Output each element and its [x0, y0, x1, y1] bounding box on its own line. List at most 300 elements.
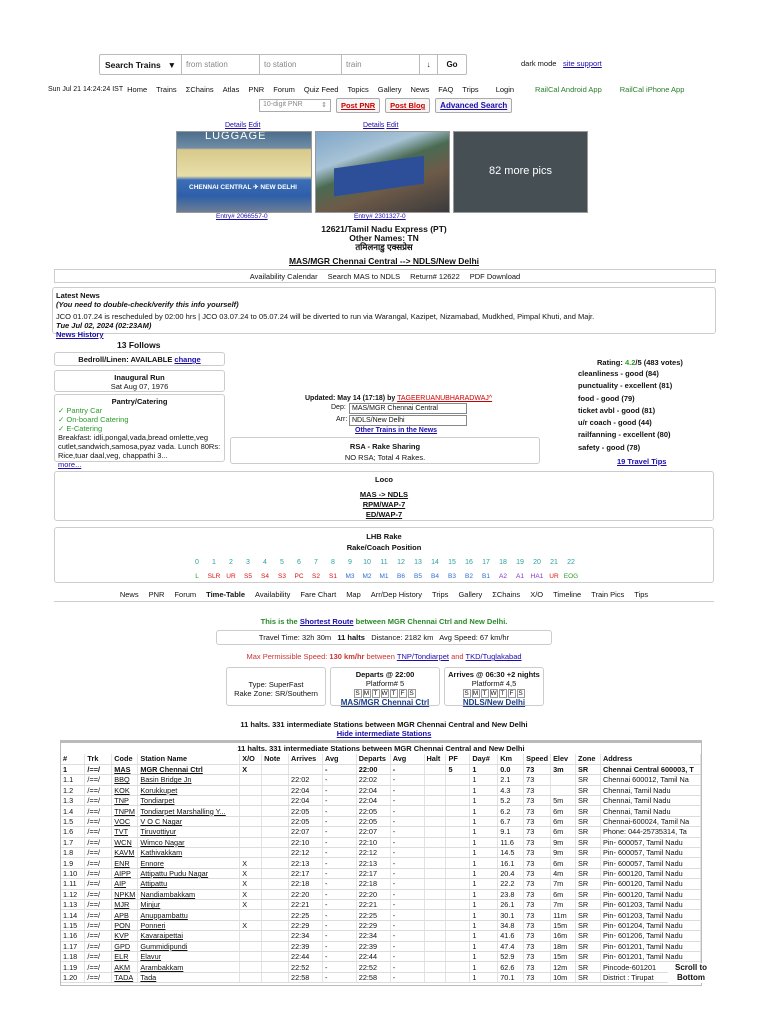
halts-heading: 11 halts. 331 intermediate Stations between MGR Chennai Central and New Delhi [240, 720, 528, 729]
station-code-link[interactable]: TNPM [112, 806, 138, 816]
table-cell: 22:10 [356, 837, 390, 847]
station-code-link[interactable]: APB [112, 910, 138, 920]
station-code-link[interactable]: ENR [112, 858, 138, 868]
photo1-links [225, 122, 260, 129]
table-cell: Pin- 601201, Tamil Nadu [600, 951, 700, 961]
table-cell: 22:25 [356, 910, 390, 920]
rake-coach-code[interactable]: B4 [431, 573, 439, 580]
station-code-link[interactable]: MAS [112, 764, 138, 774]
station-name-link[interactable]: MGR Chennai Ctrl [138, 764, 240, 774]
station-name-link[interactable]: Gummidipundi [138, 941, 240, 951]
station-code-link[interactable]: AKM [112, 962, 138, 972]
column-header: Elev [551, 754, 576, 764]
bottom-tab[interactable]: Arr/Dep History [370, 590, 423, 599]
table-cell: 1.3 [61, 796, 85, 806]
bottom-tabs [54, 590, 714, 599]
arrives-platform: Platform# 4,5 [471, 679, 517, 688]
station-code-link[interactable]: KAVM [112, 848, 138, 858]
table-cell: 22:12 [289, 848, 323, 858]
station-name-link[interactable]: V O C Nagar [138, 816, 240, 826]
post-pnr-button[interactable]: Post PNR [336, 98, 380, 113]
table-cell: - [322, 941, 356, 951]
station-code-link[interactable]: AIPP [112, 868, 138, 878]
tab-search-route[interactable]: Search MAS to NDLS [327, 271, 401, 281]
table-cell [424, 962, 446, 972]
station-name-link[interactable]: Ponneri [138, 920, 240, 930]
station-name-link[interactable]: Tondiarpet [138, 796, 240, 806]
bottom-tab[interactable]: ΣChains [492, 590, 521, 599]
table-cell: 22:07 [356, 827, 390, 837]
station-name-link[interactable]: Nandiambakkam [138, 889, 240, 899]
table-cell: Pin- 601204, Tamil Nadu [600, 920, 700, 930]
rake-coach-code[interactable]: M3 [345, 573, 355, 580]
table-cell [446, 962, 470, 972]
station-name-link[interactable]: Minjur [138, 899, 240, 909]
photo2-edit-link[interactable]: Edit [386, 122, 399, 129]
table-cell: 1.6 [61, 827, 85, 837]
table-cell: X [240, 764, 262, 774]
rake-coach-code[interactable]: M1 [379, 573, 389, 580]
station-name-link[interactable]: Basin Bridge Jn [138, 775, 240, 785]
station-name-link[interactable]: Attipattu [138, 879, 240, 889]
table-cell: - [322, 962, 356, 972]
table-cell: 22:05 [289, 806, 323, 816]
photo1-entry-link[interactable]: Entry# 2066557-0 [216, 213, 268, 220]
tab-availability-calendar[interactable]: Availability Calendar [249, 271, 318, 281]
table-cell [262, 879, 289, 889]
station-code-link[interactable]: TVT [112, 827, 138, 837]
bottom-tab[interactable]: Timeline [553, 590, 582, 599]
table-cell: 22:05 [356, 806, 390, 816]
table-cell: 73 [524, 827, 551, 837]
rake-coach-code[interactable]: PC [294, 573, 304, 580]
table-row [61, 775, 701, 785]
table-cell [446, 837, 470, 847]
shortest-route-link[interactable]: Shortest Route [299, 617, 354, 626]
train-input[interactable] [342, 55, 420, 74]
table-cell [240, 931, 262, 941]
onboard-catering-item: ✓ On-board Catering [58, 415, 129, 424]
rake-coach-code[interactable]: UR [549, 573, 559, 580]
rake-position-number: 12 [397, 559, 405, 566]
station-name-link[interactable]: Wimco Nagar [138, 837, 240, 847]
rake-coach-code[interactable]: A2 [499, 573, 507, 580]
station-code-link[interactable]: KOK [112, 785, 138, 795]
table-cell: 1 [470, 931, 498, 941]
tab-pdf-download[interactable]: PDF Download [469, 271, 521, 281]
scroll-to-bottom-button[interactable]: Scroll to Bottom [668, 963, 714, 983]
bottom-tab[interactable]: Time-Table [206, 590, 246, 599]
dark-mode-toggle[interactable]: dark mode [521, 59, 557, 68]
departs-platform: Platform# 5 [365, 679, 405, 688]
tab-return-train[interactable]: Return# 12622 [410, 271, 460, 281]
rake-position-number: 0 [195, 559, 199, 566]
station-name-link[interactable]: Tiruvottiyur [138, 827, 240, 837]
table-cell: 1 [470, 848, 498, 858]
station-code-link[interactable]: PON [112, 920, 138, 930]
table-cell: 73 [524, 879, 551, 889]
station-code-link[interactable]: TNP [112, 796, 138, 806]
nav-faq[interactable]: FAQ [438, 84, 454, 94]
rake-title: LHB Rake [366, 532, 402, 541]
table-cell: SR [575, 796, 600, 806]
table-cell: 1 [470, 920, 498, 930]
table-cell: X [240, 920, 262, 930]
table-cell: 6m [551, 806, 576, 816]
bedroll-box [54, 352, 225, 366]
to-station-input[interactable]: to station [260, 55, 342, 74]
table-cell: 1 [470, 775, 498, 785]
table-cell: 47.4 [498, 941, 524, 951]
column-header: # [61, 754, 85, 764]
table-cell: 22:29 [289, 920, 323, 930]
rake-coach-code[interactable]: S5 [244, 573, 252, 580]
rake-coach-code[interactable]: M2 [362, 573, 372, 580]
rake-position-number: 8 [331, 559, 335, 566]
table-cell [446, 899, 470, 909]
nav-pnr[interactable]: PNR [248, 84, 265, 94]
table-cell: - [322, 920, 356, 930]
table-cell: Chennai 600012, Tamil Na [600, 775, 700, 785]
departs-time: Departs @ 22:00 [355, 670, 415, 679]
table-cell: /==/ [85, 837, 112, 847]
rake-coach-code[interactable]: SLR [207, 573, 221, 580]
rake-position-number: 9 [348, 559, 352, 566]
table-cell: - [390, 899, 424, 909]
arrives-station-link[interactable]: NDLS/New Delhi [462, 698, 526, 707]
column-header: X/O [240, 754, 262, 764]
updated-text: Updated: May 14 (17:18) by [305, 395, 396, 402]
bottom-tab[interactable]: Tips [634, 590, 649, 599]
table-cell: Chennai, Tamil Nadu [600, 806, 700, 816]
rating-summary [597, 358, 683, 367]
distance: Distance: 2182 km [371, 633, 434, 642]
table-cell: - [322, 827, 356, 837]
table-cell: 22:44 [356, 951, 390, 961]
pantry-car-item: ✓ Pantry Car [58, 406, 103, 415]
rake-position-number: 4 [263, 559, 267, 566]
table-cell: Pincode-601201 [600, 962, 700, 972]
table-cell: X [240, 899, 262, 909]
nav-login[interactable]: Login [495, 84, 515, 94]
table-cell [446, 941, 470, 951]
train-route-link[interactable]: MAS/MGR Chennai Central --> NDLS/New Delhi [288, 256, 480, 266]
table-cell: 1.13 [61, 899, 85, 909]
rake-position-number: 21 [550, 559, 558, 566]
table-cell [424, 920, 446, 930]
table-cell [240, 775, 262, 785]
loco-shed-2-link[interactable]: ED/WAP-7 [365, 510, 403, 519]
station-code-link[interactable]: AIP [112, 879, 138, 889]
more-pics-tile[interactable] [453, 131, 588, 213]
arr-station-field[interactable]: NDLS/New Delhi [349, 415, 467, 426]
table-cell: 22:52 [356, 962, 390, 972]
station-code-link[interactable]: BBQ [112, 775, 138, 785]
post-blog-button[interactable]: Post Blog [385, 98, 430, 113]
station-code-link[interactable]: ELR [112, 951, 138, 961]
travel-time: Travel Time: 32h 30m [258, 633, 332, 642]
table-cell [446, 972, 470, 982]
bottom-tab[interactable]: Trips [432, 590, 449, 599]
table-cell [262, 858, 289, 868]
rake-position-number: 15 [448, 559, 456, 566]
train-photo-2[interactable] [315, 131, 450, 213]
table-cell: /==/ [85, 848, 112, 858]
table-cell: 1.20 [61, 972, 85, 982]
table-cell: SR [575, 941, 600, 951]
table-cell: 9m [551, 837, 576, 847]
loco-shed-1-link[interactable]: RPM/WAP-7 [362, 500, 406, 509]
table-cell: 1 [470, 837, 498, 847]
advanced-search-button[interactable]: Advanced Search [435, 98, 512, 113]
go-button[interactable]: Go [446, 60, 458, 69]
station-code-link[interactable]: NPKM [112, 889, 138, 899]
table-cell [424, 858, 446, 868]
loco-route-link[interactable]: MAS -> NDLS [359, 490, 409, 499]
table-cell: 73 [524, 899, 551, 909]
photo2-entry-link[interactable]: Entry# 2301327-0 [354, 213, 406, 220]
table-cell: 5.2 [498, 796, 524, 806]
photo2-links [363, 122, 398, 129]
tkd-link[interactable]: TKD/Tuglakabad [465, 652, 522, 661]
other-trains-link[interactable]: Other Trains in the News [355, 427, 438, 434]
station-name-link[interactable]: Korukkupet [138, 785, 240, 795]
rake-position-number: 2 [229, 559, 233, 566]
table-cell: SR [575, 962, 600, 972]
table-cell: 73 [524, 931, 551, 941]
schedule-table [61, 754, 701, 983]
table-cell: /==/ [85, 827, 112, 837]
table-row [61, 764, 701, 774]
day-sat: S [409, 690, 414, 697]
table-cell: 16.1 [498, 858, 524, 868]
table-cell [446, 868, 470, 878]
station-name-link[interactable]: Ennore [138, 858, 240, 868]
table-cell: 1.16 [61, 931, 85, 941]
travel-tips-link[interactable]: 19 Travel Tips [617, 457, 667, 466]
from-station-input[interactable]: from station [182, 55, 260, 74]
table-row [61, 806, 701, 816]
table-cell: 22:05 [356, 816, 390, 826]
table-cell: 73 [524, 775, 551, 785]
table-cell [262, 868, 289, 878]
table-cell: SR [575, 764, 600, 774]
table-cell: 73 [524, 848, 551, 858]
nav-quiz-feed[interactable]: Quiz Feed [303, 84, 339, 94]
nav-chains[interactable]: ΣChains [185, 84, 214, 94]
table-cell: 22:04 [289, 796, 323, 806]
table-cell: 1 [470, 785, 498, 795]
table-cell [446, 889, 470, 899]
table-cell: SR [575, 827, 600, 837]
rake-coach-code[interactable]: HA1 [530, 573, 544, 580]
station-name-link[interactable]: Arambakkam [138, 962, 240, 972]
rake-position-number: 11 [380, 559, 388, 566]
bedroll-change-link[interactable]: change [174, 355, 201, 364]
table-cell: 1 [470, 951, 498, 961]
search-type-label: Search Trains [105, 59, 161, 70]
table-cell: 1.19 [61, 962, 85, 972]
pantry-more-link[interactable]: more... [58, 460, 82, 469]
table-cell: - [322, 899, 356, 909]
nav-gallery[interactable]: Gallery [377, 84, 402, 94]
table-cell: - [322, 806, 356, 816]
bottom-tab[interactable]: Forum [174, 590, 197, 599]
android-app-link[interactable]: RailCal Android App [535, 84, 602, 94]
table-cell: 22:52 [289, 962, 323, 972]
table-cell: 1.5 [61, 816, 85, 826]
station-name-link[interactable]: Tada [138, 972, 240, 982]
table-cell: 6.2 [498, 806, 524, 816]
rake-coach-code[interactable]: B6 [397, 573, 405, 580]
table-cell: /==/ [85, 889, 112, 899]
updated-user-link[interactable]: TAGEERUANUBHARADWAJ^ [397, 395, 493, 402]
table-cell [424, 941, 446, 951]
table-cell [262, 920, 289, 930]
bottom-tab[interactable]: Availability [255, 590, 291, 599]
rake-coach-code[interactable]: EOG [563, 573, 579, 580]
table-cell: 22:18 [356, 879, 390, 889]
rake-coach-code[interactable]: S2 [312, 573, 320, 580]
station-code-link[interactable]: MJR [112, 899, 138, 909]
table-cell: - [390, 951, 424, 961]
rake-coach-code[interactable]: A1 [516, 573, 524, 580]
table-row [61, 827, 701, 837]
photo1-luggage-text: LUGGAGE [205, 131, 267, 142]
table-cell: Chennai, Tamil Nadu [600, 796, 700, 806]
station-name-link[interactable]: Kathivakkam [138, 848, 240, 858]
bottom-tab[interactable]: News [119, 590, 139, 599]
nav-atlas[interactable]: Atlas [222, 84, 240, 94]
photo2-details-link[interactable]: Details [363, 122, 385, 129]
table-cell [424, 951, 446, 961]
table-cell: 1.17 [61, 941, 85, 951]
search-type-select[interactable] [100, 55, 182, 74]
halts-count: 11 halts [337, 633, 365, 642]
rating-railfanning: railfanning - excellent (80) [578, 430, 671, 440]
rake-coach-code[interactable]: S4 [261, 573, 269, 580]
table-cell: /==/ [85, 899, 112, 909]
rake-coach-code[interactable]: B1 [482, 573, 490, 580]
bottom-tab[interactable]: PNR [148, 590, 165, 599]
table-cell: 22:39 [289, 941, 323, 951]
table-cell: 2.1 [498, 775, 524, 785]
rake-coach-code[interactable]: S1 [329, 573, 337, 580]
bottom-tab[interactable]: Gallery [458, 590, 483, 599]
pnr-input[interactable] [259, 99, 331, 112]
rake-coach-code[interactable]: B3 [448, 573, 456, 580]
spinner-icon: ⇕ [321, 102, 327, 109]
bottom-tab[interactable]: Map [346, 590, 361, 599]
column-header: Station Name [138, 754, 240, 764]
station-name-link[interactable]: Elavur [138, 951, 240, 961]
iphone-app-link[interactable]: RailCal iPhone App [619, 84, 685, 94]
more-pics-label: 82 more pics [489, 165, 552, 177]
rake-coach-code[interactable]: B5 [414, 573, 422, 580]
table-row [61, 858, 701, 868]
table-cell: 73 [524, 785, 551, 795]
arr-label: Arr: [336, 416, 348, 423]
arrives-time: Arrives @ 06:30 +2 nights [448, 670, 540, 679]
table-cell: 5 [446, 764, 470, 774]
table-cell: 1 [470, 868, 498, 878]
rake-position-number: 20 [533, 559, 541, 566]
mps-value: 130 km/hr [329, 652, 365, 661]
dep-station-field[interactable]: MAS/MGR Chennai Central [349, 403, 467, 414]
table-cell [262, 972, 289, 982]
table-cell: /==/ [85, 879, 112, 889]
bottom-tab[interactable]: X/O [530, 590, 544, 599]
rake-coach-code[interactable]: S3 [278, 573, 286, 580]
rake-coach-code[interactable]: UR [226, 573, 236, 580]
nav-trains[interactable]: Trains [156, 84, 177, 94]
station-code-link[interactable]: KVP [112, 931, 138, 941]
table-cell: 1 [61, 764, 85, 774]
table-cell: 73 [524, 837, 551, 847]
route-suffix: between MGR Chennai Ctrl and New Delhi. [355, 617, 508, 626]
station-name-link[interactable]: Kavaraipettai [138, 931, 240, 941]
pnr-placeholder: 10-digit PNR [263, 101, 303, 108]
swap-arrow-icon[interactable]: ↓ [420, 55, 438, 74]
news-history-link[interactable]: News History [56, 330, 104, 339]
table-cell [262, 785, 289, 795]
nav-home[interactable]: Home [127, 84, 148, 94]
pnr-row [259, 98, 512, 113]
table-cell [446, 775, 470, 785]
table-cell: Pin- 600120, Tamil Nadu [600, 879, 700, 889]
station-code-link[interactable]: TADA [112, 972, 138, 982]
table-cell: 15m [551, 920, 576, 930]
rake-coach-code[interactable]: L [195, 573, 199, 580]
train-placeholder: train [346, 60, 362, 69]
mps-between: between [366, 652, 395, 661]
station-code-link[interactable]: VOC [112, 816, 138, 826]
hide-intermediate-link[interactable]: Hide intermediate Stations [336, 729, 432, 738]
photo1-details-link[interactable]: Details [225, 122, 247, 129]
table-cell: Pin- 600057, Tamil Nadu [600, 848, 700, 858]
table-cell [240, 785, 262, 795]
nav-news[interactable]: News [410, 84, 430, 94]
table-cell: SR [575, 775, 600, 785]
rake-position-number: 10 [363, 559, 371, 566]
departs-station-link[interactable]: MAS/MGR Chennai Ctrl [340, 698, 430, 707]
bedroll-text: Bedroll/Linen: AVAILABLE [78, 355, 173, 364]
bottom-tab[interactable]: Train Pics [591, 590, 625, 599]
table-cell: - [390, 962, 424, 972]
station-code-link[interactable]: WCN [112, 837, 138, 847]
bottom-tab[interactable]: Fare Chart [300, 590, 337, 599]
departs-days [331, 688, 439, 698]
tnp-link[interactable]: TNP/Tondiarpet [396, 652, 449, 661]
photo1-edit-link[interactable]: Edit [248, 122, 261, 129]
table-cell [262, 827, 289, 837]
follows-count[interactable]: 13 Follows [117, 340, 161, 350]
nav-trips[interactable]: Trips [462, 84, 479, 94]
rake-coach-code[interactable]: B2 [465, 573, 473, 580]
station-name-link[interactable]: Attipattu Pudu Nagar [138, 868, 240, 878]
station-code-link[interactable]: GPD [112, 941, 138, 951]
site-support-link[interactable]: site support [563, 59, 602, 68]
loco-title: Loco [375, 475, 393, 484]
nav-forum[interactable]: Forum [273, 84, 295, 94]
train-photo-1[interactable] [176, 131, 312, 213]
column-header: Note [262, 754, 289, 764]
table-cell: - [322, 796, 356, 806]
station-name-link[interactable]: Tondiarpet Marshalling Y... [138, 806, 240, 816]
station-name-link[interactable]: Anuppambattu [138, 910, 240, 920]
nav-topics[interactable]: Topics [347, 84, 369, 94]
table-cell: 1 [470, 879, 498, 889]
